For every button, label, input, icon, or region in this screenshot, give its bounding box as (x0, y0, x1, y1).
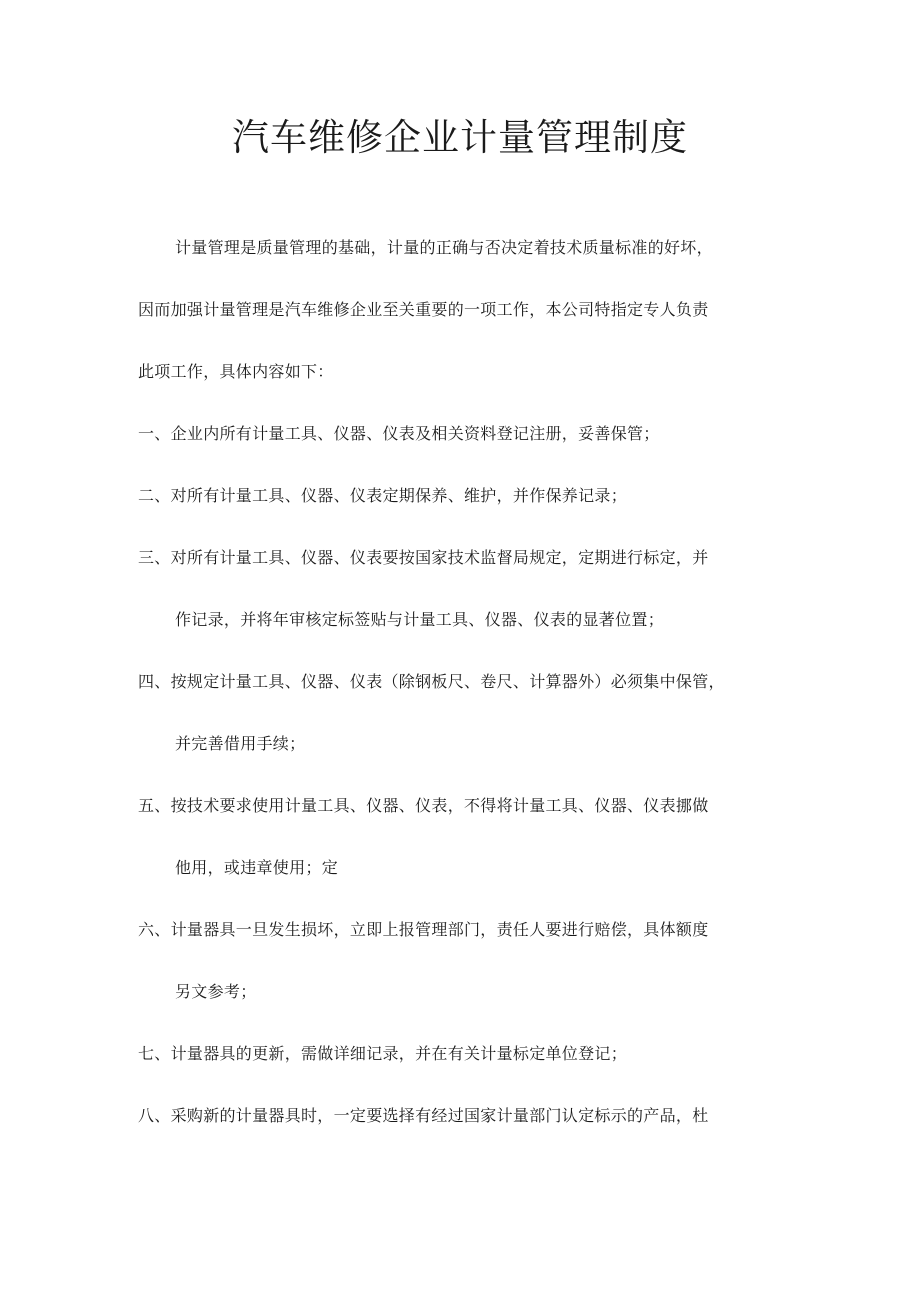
item-4-line-2: 并完善借用手续； (175, 734, 306, 753)
item-3-line-2: 作记录，并将年审核定标签贴与计量工具、仪器、仪表的显著位置； (175, 610, 665, 629)
item-5-line-2: 他用，或违章使用；定 (175, 858, 339, 877)
item-2-line-1: 二、对所有计量工具、仪器、仪表定期保养、维护，并作保养记录； (138, 486, 628, 505)
item-7-line-1: 七、计量器具的更新，需做详细记录，并在有关计量标定单位登记； (138, 1044, 628, 1063)
intro-line-1: 计量管理是质量管理的基础，计量的正确与否决定着技术质量标准的好坏， (175, 238, 713, 257)
document-title: 汽车维修企业计量管理制度 (232, 116, 688, 159)
intro-line-2: 因而加强计量管理是汽车维修企业至关重要的一项工作，本公司特指定专人负责 (138, 300, 709, 319)
intro-line-3: 此项工作，具体内容如下： (138, 362, 334, 381)
item-3-line-1: 三、对所有计量工具、仪器、仪表要按国家技术监督局规定，定期进行标定，并 (138, 548, 709, 567)
item-4-line-1: 四、按规定计量工具、仪器、仪表（除钢板尺、卷尺、计算器外）必须集中保管， (138, 672, 725, 691)
item-6-line-2: 另文参考； (175, 982, 257, 1001)
item-5-line-1: 五、按技术要求使用计量工具、仪器、仪表，不得将计量工具、仪器、仪表挪做 (138, 796, 709, 815)
item-8-line-1: 八、采购新的计量器具时，一定要选择有经过国家计量部门认定标示的产品，杜 (138, 1106, 709, 1125)
item-1-line-1: 一、企业内所有计量工具、仪器、仪表及相关资料登记注册，妥善保管； (138, 424, 660, 443)
item-6-line-1: 六、计量器具一旦发生损坏，立即上报管理部门，责任人要进行赔偿，具体额度 (138, 920, 709, 939)
